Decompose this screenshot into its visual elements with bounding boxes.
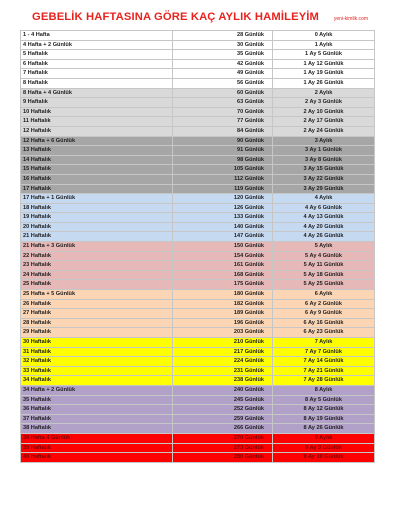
table-row: [21, 136, 375, 146]
days-cell: 30 Günlük: [173, 40, 273, 50]
days-cell: 189 Günlük: [173, 309, 273, 319]
months-cell: 8 Ay 19 Günlük: [273, 414, 375, 424]
week-cell: 18 Haftalık: [21, 203, 173, 213]
months-cell: 5 Ay 25 Günlük: [273, 280, 375, 290]
week-cell: 19 Haftalık: [21, 213, 173, 223]
days-cell: 140 Günlük: [173, 222, 273, 232]
table-row: [21, 443, 375, 453]
days-cell: 105 Günlük: [173, 165, 273, 175]
days-cell: 91 Günlük: [173, 146, 273, 156]
days-cell: 98 Günlük: [173, 155, 273, 165]
days-cell: 90 Günlük: [173, 136, 273, 146]
days-cell: 240 Günlük: [173, 385, 273, 395]
table-row: [21, 347, 375, 357]
week-cell: 7 Haftalık: [21, 69, 173, 79]
days-cell: 168 Günlük: [173, 270, 273, 280]
days-cell: 280 Günlük: [173, 453, 273, 463]
week-cell: 40 Haftalık: [21, 453, 173, 463]
months-cell: 1 Aylık: [273, 40, 375, 50]
months-cell: 7 Ay 14 Günlük: [273, 357, 375, 367]
days-cell: 28 Günlük: [173, 31, 273, 41]
months-cell: 4 Ay 20 Günlük: [273, 222, 375, 232]
table-row: [21, 261, 375, 271]
days-cell: 175 Günlük: [173, 280, 273, 290]
months-cell: 8 Ay 12 Günlük: [273, 405, 375, 415]
table-row: [21, 117, 375, 127]
months-cell: 5 Aylık: [273, 242, 375, 252]
week-cell: 15 Haftalık: [21, 165, 173, 175]
week-cell: 30 Haftalık: [21, 338, 173, 348]
days-cell: 270 Günlük: [173, 433, 273, 443]
week-cell: 25 Hafta + 5 Günlük: [21, 290, 173, 300]
months-cell: 3 Aylık: [273, 136, 375, 146]
table-row: [21, 290, 375, 300]
table-row: [21, 126, 375, 136]
week-cell: 8 Haftalık: [21, 78, 173, 88]
week-cell: 12 Haftalık: [21, 126, 173, 136]
days-cell: 196 Günlük: [173, 318, 273, 328]
months-cell: 3 Ay 22 Günlük: [273, 174, 375, 184]
days-cell: 133 Günlük: [173, 213, 273, 223]
table-row: [21, 146, 375, 156]
days-cell: 154 Günlük: [173, 251, 273, 261]
week-cell: 9 Haftalık: [21, 98, 173, 108]
table-row: [21, 232, 375, 242]
week-cell: 27 Haftalık: [21, 309, 173, 319]
week-cell: 35 Haftalık: [21, 395, 173, 405]
days-cell: 266 Günlük: [173, 424, 273, 434]
week-cell: 29 Haftalık: [21, 328, 173, 338]
days-cell: 210 Günlük: [173, 338, 273, 348]
months-cell: 9 Aylık: [273, 433, 375, 443]
months-cell: 9 Ay 3 Günlük: [273, 443, 375, 453]
week-cell: 34 Haftalık: [21, 376, 173, 386]
days-cell: 150 Günlük: [173, 242, 273, 252]
days-cell: 70 Günlük: [173, 107, 273, 117]
table-row: [21, 174, 375, 184]
week-cell: 33 Haftalık: [21, 366, 173, 376]
table-row: [21, 251, 375, 261]
months-cell: 5 Ay 11 Günlük: [273, 261, 375, 271]
table-row: [21, 453, 375, 463]
week-cell: 20 Haftalık: [21, 222, 173, 232]
table-row: [21, 242, 375, 252]
days-cell: 259 Günlük: [173, 414, 273, 424]
table-row: [21, 414, 375, 424]
days-cell: 42 Günlük: [173, 59, 273, 69]
table-row: [21, 309, 375, 319]
header: [20, 8, 374, 30]
months-cell: 6 Ay 23 Günlük: [273, 328, 375, 338]
days-cell: 231 Günlük: [173, 366, 273, 376]
days-cell: 203 Günlük: [173, 328, 273, 338]
months-cell: 5 Ay 18 Günlük: [273, 270, 375, 280]
table-row: [21, 366, 375, 376]
table-row: [21, 107, 375, 117]
page-title: GEBELİK HAFTASINA GÖRE KAÇ AYLIK HAMİLEYİM: [32, 11, 320, 23]
table-row: [21, 59, 375, 69]
months-cell: 3 Ay 8 Günlük: [273, 155, 375, 165]
days-cell: 224 Günlük: [173, 357, 273, 367]
site-watermark: yeni-kimlik.com: [333, 16, 368, 22]
months-cell: 4 Aylık: [273, 194, 375, 204]
months-cell: 3 Ay 29 Günlük: [273, 184, 375, 194]
days-cell: 182 Günlük: [173, 299, 273, 309]
days-cell: 77 Günlük: [173, 117, 273, 127]
week-cell: 39 Haftalık: [21, 443, 173, 453]
week-cell: 32 Haftalık: [21, 357, 173, 367]
months-cell: 2 Ay 17 Günlük: [273, 117, 375, 127]
week-cell: 21 Hafta + 3 Günlük: [21, 242, 173, 252]
week-cell: 13 Haftalık: [21, 146, 173, 156]
table-row: [21, 155, 375, 165]
week-cell: 5 Haftalık: [21, 50, 173, 60]
months-cell: 4 Ay 13 Günlük: [273, 213, 375, 223]
week-cell: 4 Hafta + 2 Günlük: [21, 40, 173, 50]
week-cell: 34 Hafta + 2 Günlük: [21, 385, 173, 395]
table-row: [21, 98, 375, 108]
table-row: [21, 69, 375, 79]
months-cell: 7 Ay 21 Günlük: [273, 366, 375, 376]
months-cell: 6 Ay 16 Günlük: [273, 318, 375, 328]
table-row: [21, 376, 375, 386]
days-cell: 120 Günlük: [173, 194, 273, 204]
months-cell: 3 Ay 15 Günlük: [273, 165, 375, 175]
week-cell: 38 Haftalık: [21, 424, 173, 434]
week-cell: 22 Haftalık: [21, 251, 173, 261]
week-cell: 37 Haftalık: [21, 414, 173, 424]
days-cell: 217 Günlük: [173, 347, 273, 357]
months-cell: 2 Ay 3 Günlük: [273, 98, 375, 108]
days-cell: 147 Günlük: [173, 232, 273, 242]
table-row: [21, 270, 375, 280]
table-row: [21, 299, 375, 309]
days-cell: 112 Günlük: [173, 174, 273, 184]
table-row: [21, 338, 375, 348]
table-row: [21, 184, 375, 194]
table-row: [21, 31, 375, 41]
week-cell: 16 Haftalık: [21, 174, 173, 184]
pregnancy-week-table: [20, 30, 375, 463]
months-cell: 2 Ay 10 Günlük: [273, 107, 375, 117]
table-row: [21, 424, 375, 434]
table-row: [21, 405, 375, 415]
months-cell: 7 Aylık: [273, 338, 375, 348]
week-cell: 23 Haftalık: [21, 261, 173, 271]
months-cell: 9 Ay 10 Günlük: [273, 453, 375, 463]
days-cell: 245 Günlük: [173, 395, 273, 405]
months-cell: 8 Ay 26 Günlük: [273, 424, 375, 434]
days-cell: 161 Günlük: [173, 261, 273, 271]
months-cell: 4 Ay 26 Günlük: [273, 232, 375, 242]
months-cell: 0 Aylık: [273, 31, 375, 41]
week-cell: 36 Haftalık: [21, 405, 173, 415]
months-cell: 6 Aylık: [273, 290, 375, 300]
table-row: [21, 194, 375, 204]
document-page: [20, 8, 374, 528]
week-cell: 11 Haftalık: [21, 117, 173, 127]
months-cell: 2 Ay 24 Günlük: [273, 126, 375, 136]
months-cell: 7 Ay 7 Günlük: [273, 347, 375, 357]
months-cell: 1 Ay 12 Günlük: [273, 59, 375, 69]
week-cell: 6 Haftalık: [21, 59, 173, 69]
week-cell: 8 Hafta + 4 Günlük: [21, 88, 173, 98]
table-row: [21, 385, 375, 395]
table-row: [21, 222, 375, 232]
table-row: [21, 50, 375, 60]
table-row: [21, 40, 375, 50]
week-cell: 24 Haftalık: [21, 270, 173, 280]
week-cell: 28 Haftalık: [21, 318, 173, 328]
months-cell: 1 Ay 26 Günlük: [273, 78, 375, 88]
week-cell: 25 Haftalık: [21, 280, 173, 290]
week-cell: 31 Haftalık: [21, 347, 173, 357]
days-cell: 238 Günlük: [173, 376, 273, 386]
months-cell: 6 Ay 9 Günlük: [273, 309, 375, 319]
table-row: [21, 395, 375, 405]
table-row: [21, 88, 375, 98]
days-cell: 126 Günlük: [173, 203, 273, 213]
days-cell: 273 Günlük: [173, 443, 273, 453]
week-cell: 17 Haftalık: [21, 184, 173, 194]
week-cell: 10 Haftalık: [21, 107, 173, 117]
days-cell: 49 Günlük: [173, 69, 273, 79]
days-cell: 35 Günlük: [173, 50, 273, 60]
week-cell: 17 Hafta + 1 Günlük: [21, 194, 173, 204]
table-row: [21, 433, 375, 443]
days-cell: 56 Günlük: [173, 78, 273, 88]
months-cell: 2 Aylık: [273, 88, 375, 98]
table-row: [21, 280, 375, 290]
table-row: [21, 165, 375, 175]
week-cell: 12 Hafta + 6 Günlük: [21, 136, 173, 146]
week-cell: 1 - 4 Hafta: [21, 31, 173, 41]
week-cell: 26 Haftalık: [21, 299, 173, 309]
days-cell: 60 Günlük: [173, 88, 273, 98]
table-body: [21, 31, 375, 463]
table-row: [21, 213, 375, 223]
table-row: [21, 328, 375, 338]
days-cell: 63 Günlük: [173, 98, 273, 108]
week-cell: 21 Haftalık: [21, 232, 173, 242]
week-cell: 14 Haftalık: [21, 155, 173, 165]
table-row: [21, 203, 375, 213]
days-cell: 119 Günlük: [173, 184, 273, 194]
week-cell: 38 Hafta 4 Günlük: [21, 433, 173, 443]
table-row: [21, 357, 375, 367]
months-cell: 4 Ay 6 Günlük: [273, 203, 375, 213]
months-cell: 1 Ay 19 Günlük: [273, 69, 375, 79]
months-cell: 8 Ay 5 Günlük: [273, 395, 375, 405]
months-cell: 1 Ay 5 Günlük: [273, 50, 375, 60]
table-row: [21, 78, 375, 88]
months-cell: 5 Ay 4 Günlük: [273, 251, 375, 261]
months-cell: 6 Ay 2 Günlük: [273, 299, 375, 309]
days-cell: 252 Günlük: [173, 405, 273, 415]
months-cell: 7 Ay 28 Günlük: [273, 376, 375, 386]
months-cell: 8 Aylık: [273, 385, 375, 395]
table-row: [21, 318, 375, 328]
months-cell: 3 Ay 1 Günlük: [273, 146, 375, 156]
days-cell: 180 Günlük: [173, 290, 273, 300]
days-cell: 84 Günlük: [173, 126, 273, 136]
